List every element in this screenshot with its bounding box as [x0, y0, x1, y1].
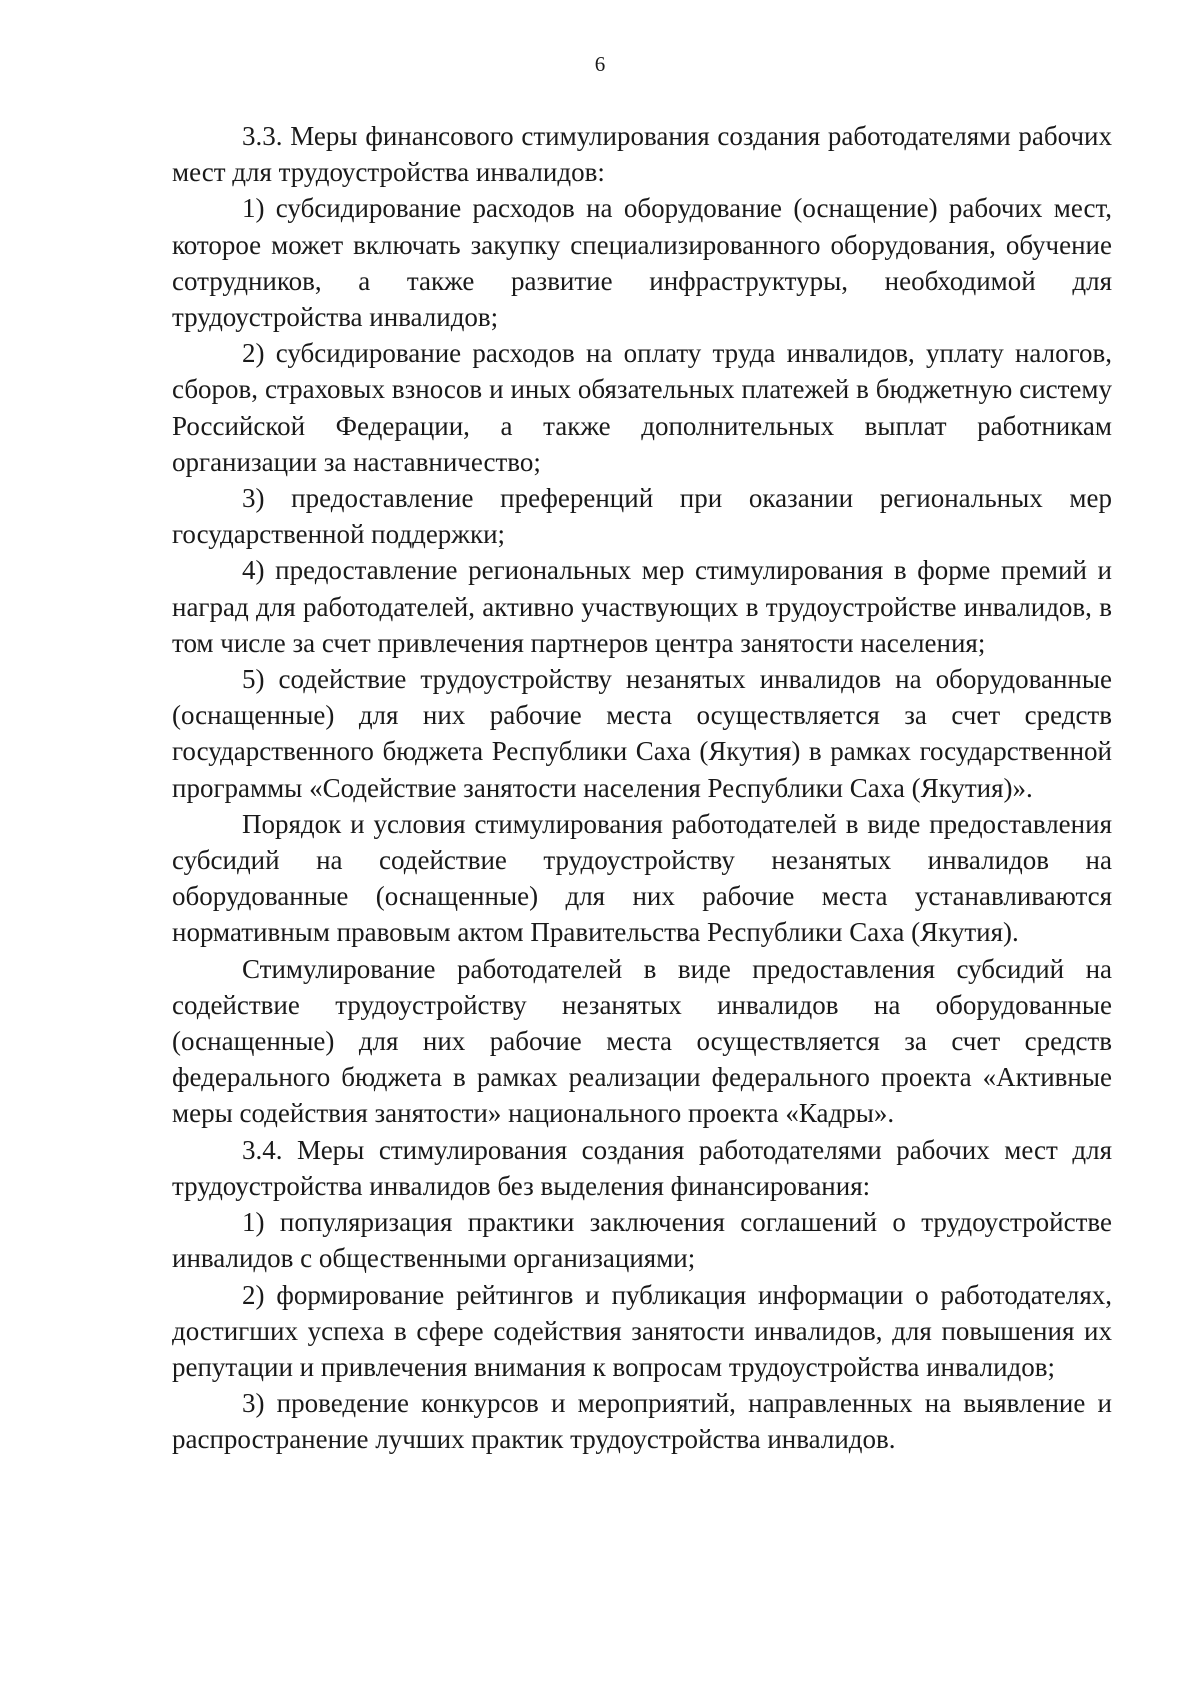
list-item-3-contests: 3) проведение конкурсов и мероприятий, направленных на выявление и распространение лучших практик трудоустройства инвалидов.	[172, 1388, 1112, 1455]
list-item-2-ratings: 2) формирование рейтингов и публикация информации о работодателях, достигших успеха в сфере содействия занятости инвалидов, для повышения их репутации и привлечения внимания к вопросам трудоустройства инвалидов;	[172, 1279, 1112, 1382]
list-item-1-agreements: 1) популяризация практики заключения соглашений о трудоустройстве инвалидов с общественными организациями;	[172, 1207, 1112, 1274]
section-3-3-heading: 3.3. Меры финансового стимулирования создания работодателями рабочих мест для трудоустройства инвалидов:	[172, 121, 1112, 188]
list-item-3-preferences: 3) предоставление преференций при оказании региональных мер государственной поддержки;	[172, 483, 1112, 550]
list-item-5-employment-assistance: 5) содействие трудоустройству незанятых инвалидов на оборудованные (оснащенные) для них рабочие места осуществляется за счет средств государственного бюджета Республики Саха (Якутия) в рамках государственной программы «Содействие занятости населения Республики Саха (Якутия)».	[172, 664, 1112, 803]
list-item-4-awards: 4) предоставление региональных мер стимулирования в форме премий и наград для работодателей, активно участвующих в трудоустройстве инвалидов, в том числе за счет привлечения партнеров центра занятости населения;	[172, 555, 1112, 658]
paragraph-procedure: Порядок и условия стимулирования работодателей в виде предоставления субсидий на содействие трудоустройству незанятых инвалидов на оборудованные (оснащенные) для них рабочие места устанавливаются нормативным правовым актом Правительства Республики Саха (Якутия).	[172, 808, 1112, 948]
page-number: 6	[594, 52, 606, 76]
list-item-1-equipment-subsidy: 1) субсидирование расходов на оборудование (оснащение) рабочих мест, которое может включать закупку специализированного оборудования, обучение сотрудников, а также развитие инфраструктуры, необходимой для трудоустройства инвалидов;	[172, 193, 1112, 333]
list-item-2-wage-subsidy: 2) субсидирование расходов на оплату труда инвалидов, уплату налогов, сборов, страховых взносов и иных обязательных платежей в бюджетную систему Российской Федерации, а также дополнительных выплат работникам организации за наставничество;	[172, 338, 1112, 477]
section-3-4-heading: 3.4. Меры стимулирования создания работодателями рабочих мест для трудоустройства инвалидов без выделения финансирования:	[172, 1134, 1112, 1201]
paragraph-federal-funding: Стимулирование работодателей в виде предоставления субсидий на содействие трудоустройству незанятых инвалидов на оборудованные (оснащенные) для них рабочие места осуществляется за счет средств федерального бюджета в рамках реализации федерального проекта «Активные меры содействия занятости» национального проекта «Кадры».	[172, 953, 1112, 1129]
document-body	[172, 118, 1112, 1458]
